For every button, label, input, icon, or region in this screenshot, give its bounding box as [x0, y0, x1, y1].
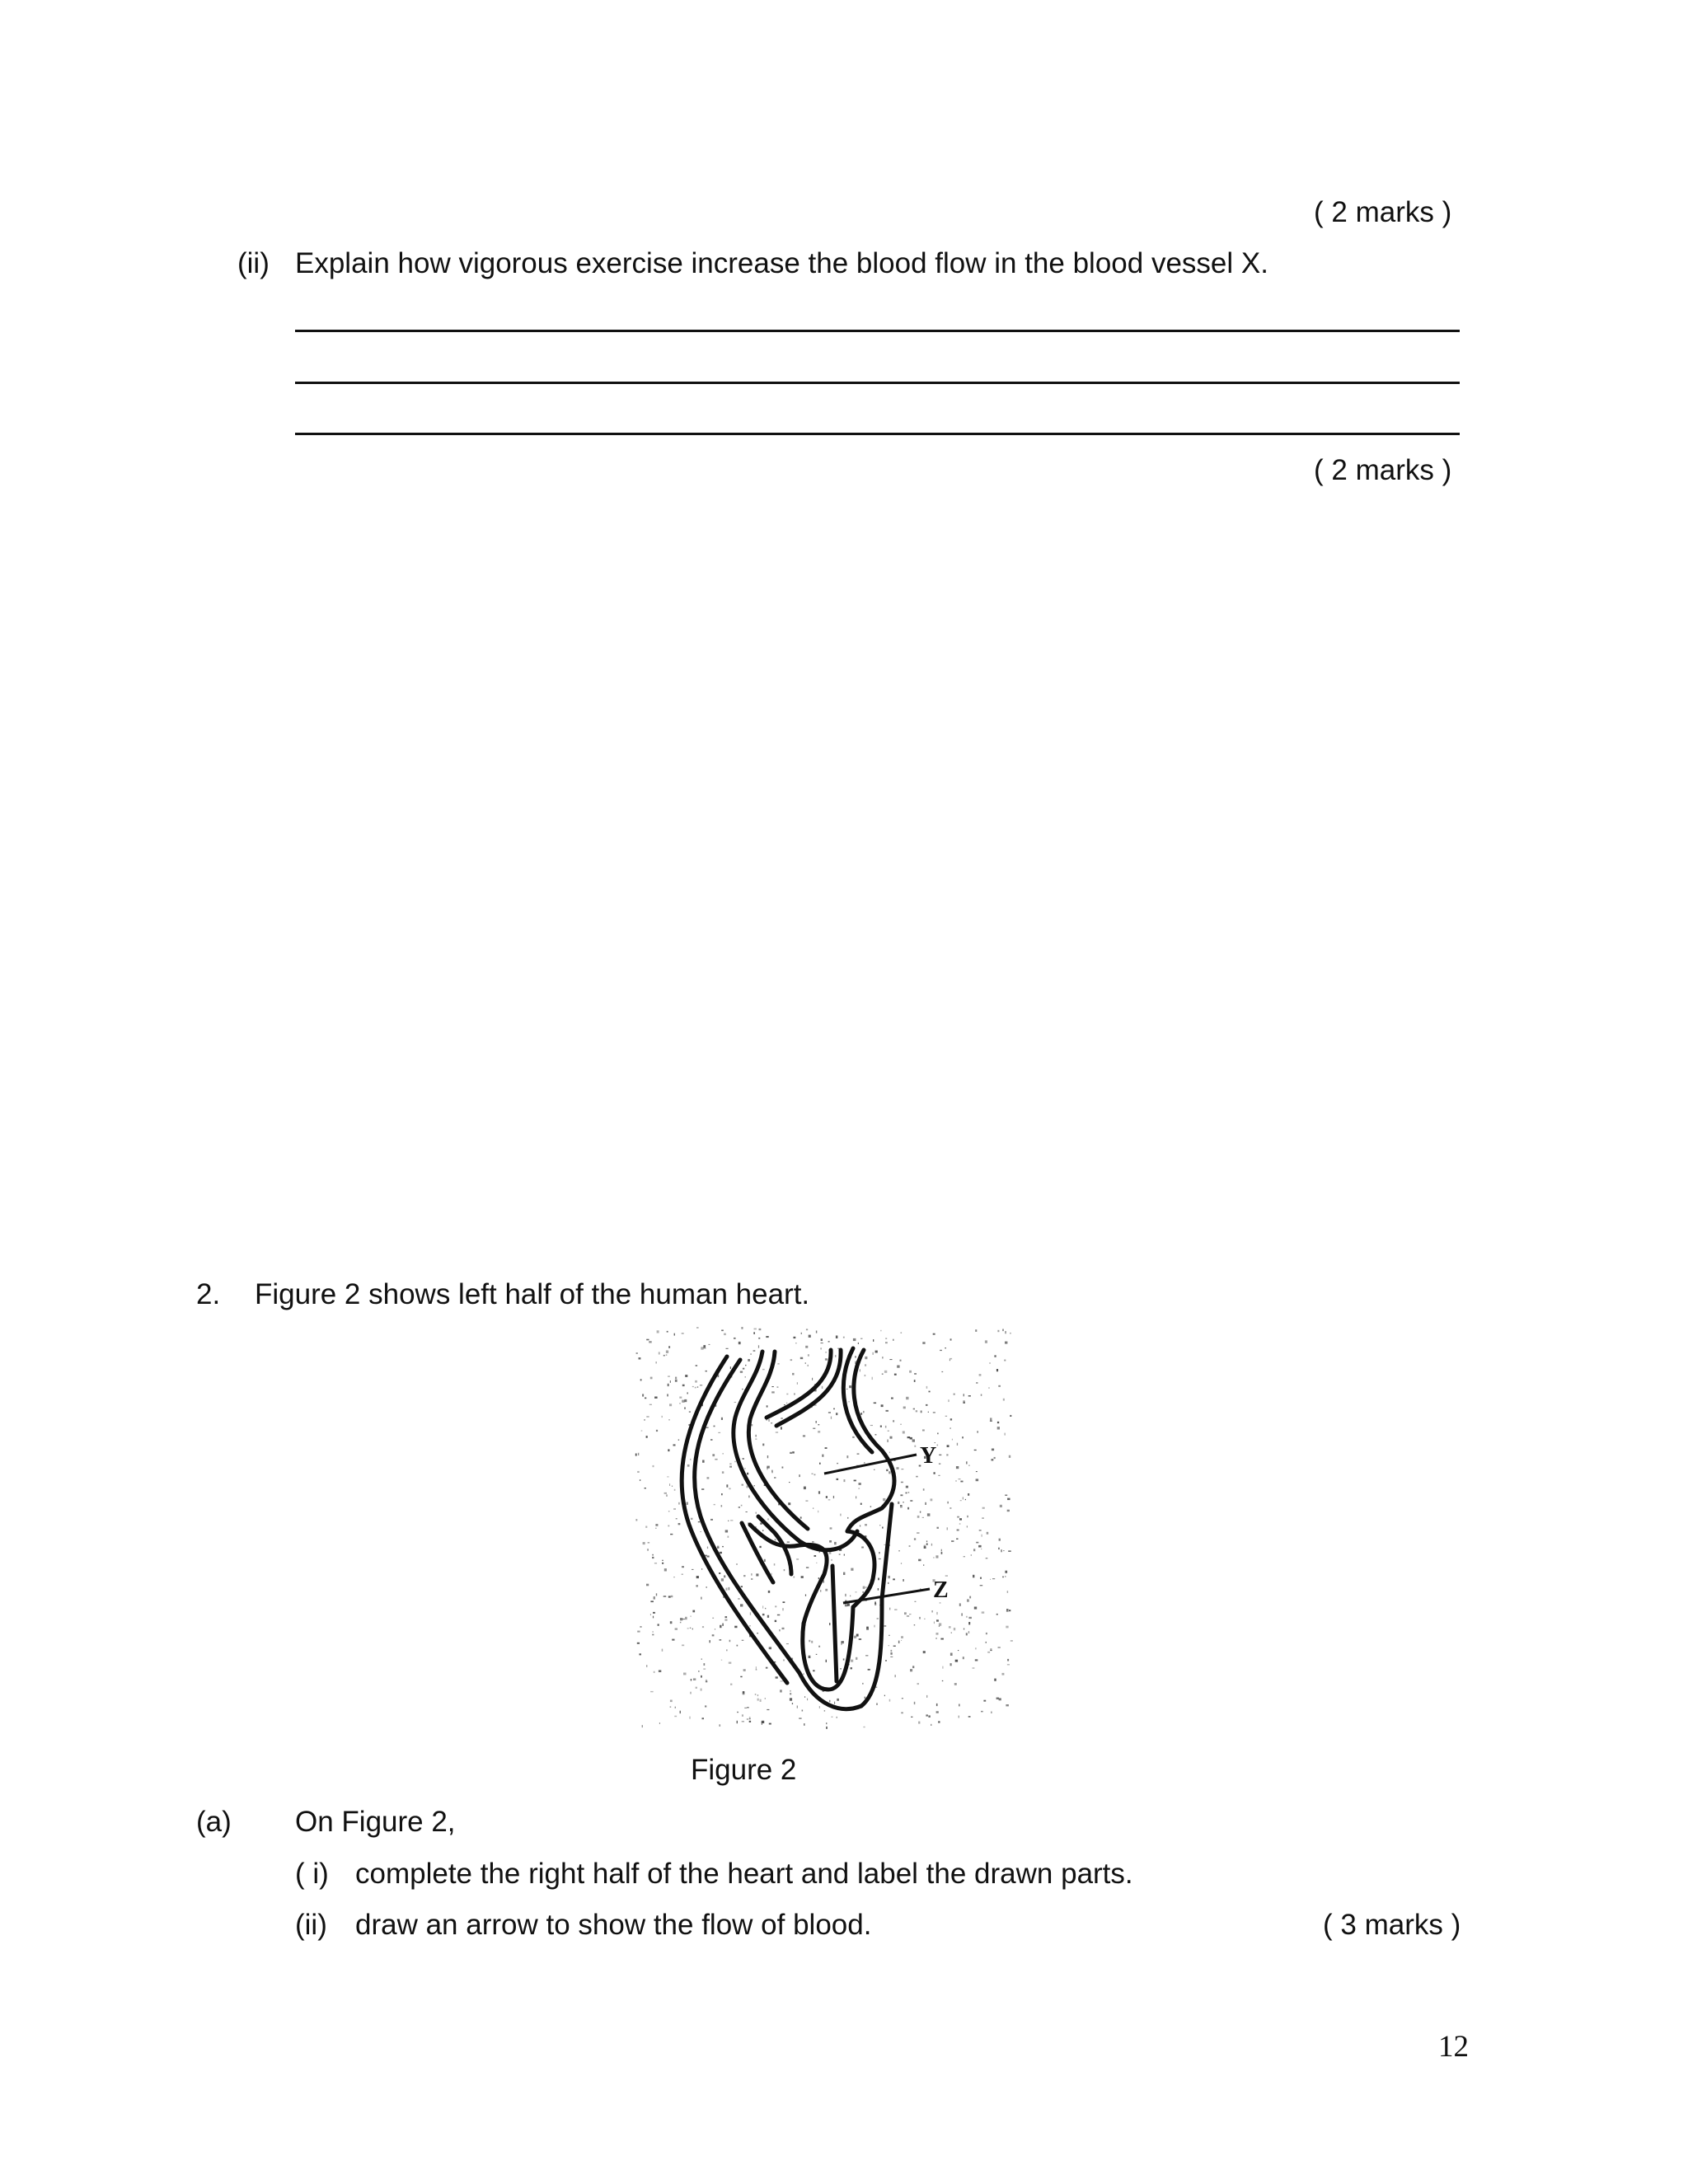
- item-i-number: ( i): [295, 1858, 329, 1890]
- heart-outline: [682, 1348, 894, 1709]
- label-y-pointer: [824, 1455, 917, 1474]
- part-a-label: (a): [196, 1806, 232, 1838]
- question-ii-number: (ii): [237, 247, 270, 279]
- answer-line-1[interactable]: [295, 330, 1460, 332]
- question-2-number: 2.: [196, 1278, 221, 1310]
- question-2-text: Figure 2 shows left half of the human heart.: [255, 1278, 810, 1310]
- item-ii-number: (ii): [295, 1909, 327, 1941]
- part-a-marks: ( 3 marks ): [1323, 1909, 1461, 1941]
- part-a-intro: On Figure 2,: [295, 1806, 456, 1838]
- page-number: 12: [1438, 2030, 1469, 2064]
- question-ii-text: Explain how vigorous exercise increase the blood flow in the blood vessel X.: [295, 247, 1268, 279]
- label-z-pointer: [843, 1589, 930, 1603]
- item-i-text: complete the right half of the heart and label the drawn parts.: [355, 1858, 1133, 1890]
- answer-line-3[interactable]: [295, 433, 1460, 435]
- marks-top: ( 2 marks ): [1314, 196, 1452, 228]
- figure-caption: Figure 2: [691, 1754, 797, 1786]
- marks-bottom: ( 2 marks ): [1314, 454, 1452, 486]
- heart-figure: [635, 1327, 1014, 1731]
- answer-line-2[interactable]: [295, 382, 1460, 384]
- label-y: Y: [920, 1443, 937, 1469]
- label-z: Z: [933, 1577, 949, 1603]
- item-ii-text: draw an arrow to show the flow of blood.: [355, 1909, 872, 1941]
